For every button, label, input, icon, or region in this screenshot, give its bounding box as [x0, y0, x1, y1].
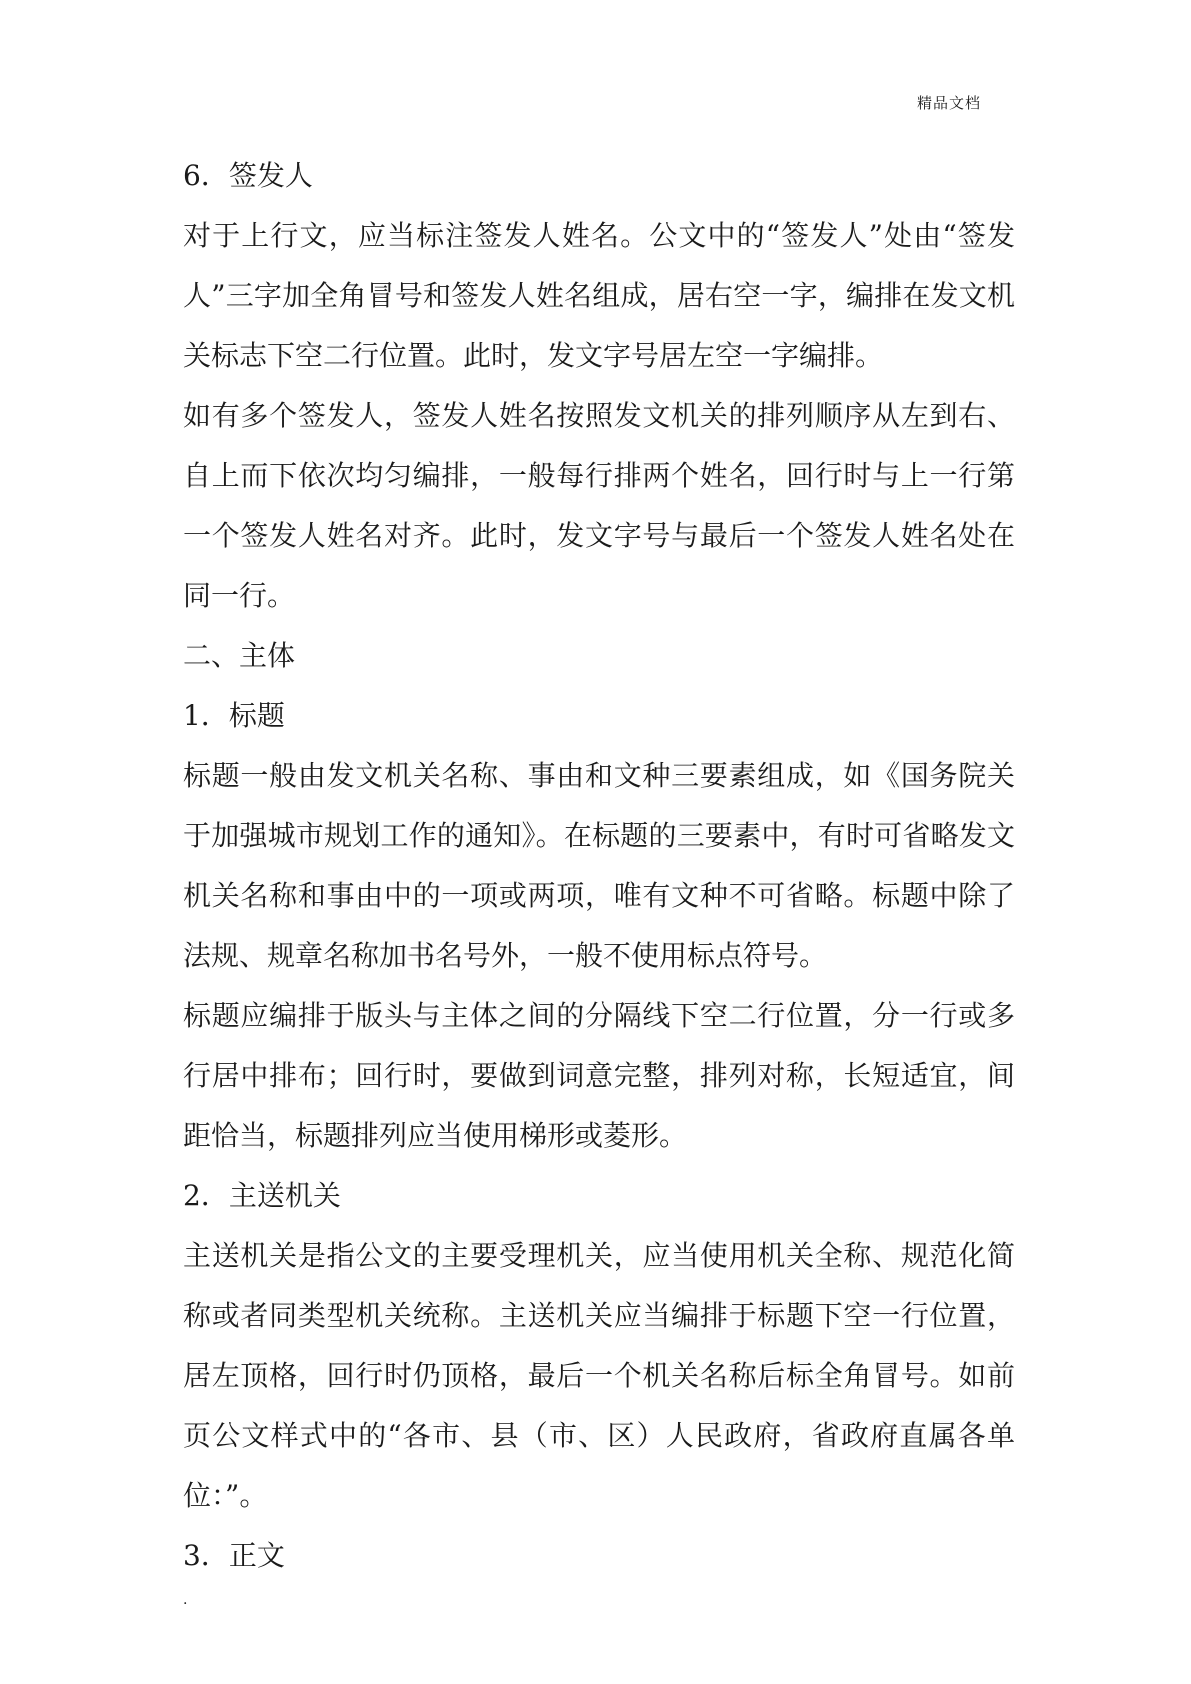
paragraph-signer-upward: 对于上行文，应当标注签发人姓名。公文中的“签发人”处由“签发人”三字加全角冒号和签发人姓名组成，居右空一字，编排在发文机关标志下空二行位置。此时，发文字号居左空一字编排。	[183, 219, 1015, 372]
paragraph-main-recipient: 主送机关是指公文的主要受理机关，应当使用机关全称、规范化简称或者同类型机关统称。主送机关应当编排于标题下空一行位置，居左顶格，回行时仍顶格，最后一个机关名称后标全角冒号。如前页公文样式中的“各市、县（市、区）人民政府，省政府直属各单位：”。	[183, 1239, 1015, 1512]
footer-mark: .	[183, 1592, 188, 1608]
heading-signer: 6．签发人	[183, 159, 313, 192]
heading-title: 1．标题	[183, 699, 285, 732]
paragraph-title-elements: 标题一般由发文机关名称、事由和文种三要素组成，如《国务院关于加强城市规划工作的通知》。在标题的三要素中，有时可省略发文机关名称和事由中的一项或两项，唯有文种不可省略。标题中除了法规、规章名称加书名号外，一般不使用标点符号。	[183, 759, 1015, 972]
paragraph-multiple-signers: 如有多个签发人，签发人姓名按照发文机关的排列顺序从左到右、自上而下依次均匀编排，一般每行排两个姓名，回行时与上一行第一个签发人姓名对齐。此时，发文字号与最后一个签发人姓名处在同一行。	[183, 399, 1015, 612]
heading-main-text: 3．正文	[183, 1539, 285, 1572]
heading-main-body: 二、主体	[183, 639, 296, 672]
document-body	[183, 146, 1015, 1586]
paragraph-title-layout: 标题应编排于版头与主体之间的分隔线下空二行位置，分一行或多行居中排布；回行时，要做到词意完整，排列对称，长短适宜，间距恰当，标题排列应当使用梯形或菱形。	[183, 999, 1015, 1152]
heading-main-recipient: 2．主送机关	[183, 1179, 341, 1212]
header-watermark-text: 精品文档	[916, 94, 981, 112]
